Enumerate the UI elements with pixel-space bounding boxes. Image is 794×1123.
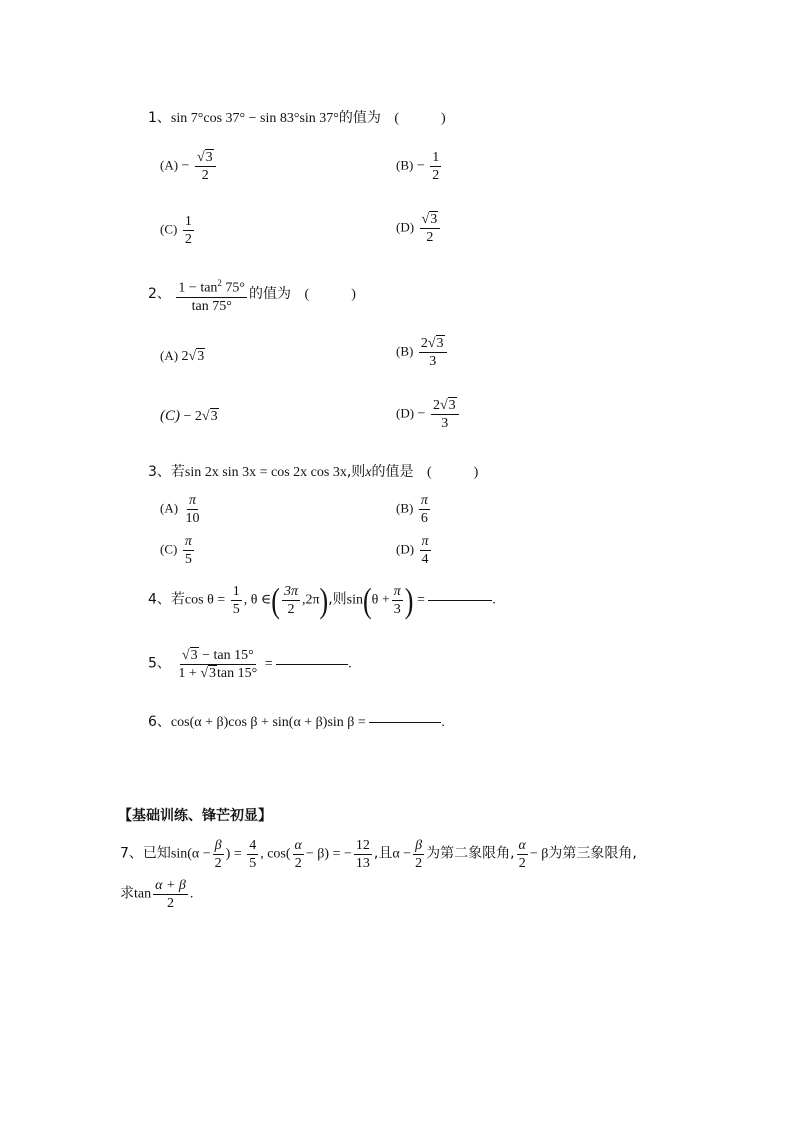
q1-answer-paren: ( ): [394, 111, 446, 126]
q1-b-label: (B): [396, 157, 414, 173]
q2-option-a: (A) 2√3: [160, 348, 205, 364]
q2-a-label: (A): [160, 348, 179, 363]
q3-suffix: 的值是: [371, 464, 414, 480]
q5-fraction: $\frac{√3 - \tan 15^\circ}{1 + √3\tan 15^\circ}$: [178, 648, 258, 681]
q4-after: ,2π: [301, 592, 320, 608]
q2-d-coef: 2: [432, 398, 440, 413]
question-5: [148, 648, 352, 681]
q2-d-label: (D): [396, 405, 415, 421]
q3-d-den: 4: [421, 552, 429, 567]
q3-option-d: [396, 534, 433, 567]
q4-f3-num: π: [393, 584, 401, 599]
q2-option-b: [396, 336, 449, 369]
q3-variable: x: [365, 465, 372, 480]
q3-b-num: π: [420, 493, 428, 508]
q2-c-label: (C): [160, 408, 180, 424]
q2-c-radicand: 3: [210, 409, 218, 424]
q4-close-paren: ): [319, 580, 329, 620]
q3-c-den: 5: [184, 552, 192, 567]
q4-fraction-2: [282, 584, 300, 617]
q4-f2-den: 2: [287, 602, 295, 617]
q4-open-paren: (: [271, 580, 280, 620]
q1-a-sign: −: [181, 158, 190, 174]
q4-end: .: [492, 592, 496, 608]
q2-b-label: (B): [396, 343, 414, 359]
q2-d-fraction: $\frac{2√3}{3}$: [431, 398, 459, 431]
q7-ask: 求: [120, 885, 134, 902]
q1-option-b: [396, 150, 443, 183]
q4-answer-blank[interactable]: [428, 600, 492, 601]
q2-b-coef: 2: [420, 336, 428, 351]
question-3: [148, 461, 478, 481]
q7-prefix: 7、已知: [120, 845, 171, 862]
q2-d-radicand: 3: [448, 398, 456, 413]
q7-sin: sin(α −: [170, 846, 211, 862]
section-heading: 【基础训练、锋芒初显】: [118, 808, 272, 824]
question-6: [148, 711, 445, 731]
q1-b-den: 2: [432, 168, 440, 183]
q7-fraction-2: [247, 838, 258, 871]
q7-fraction-3: [293, 838, 304, 871]
q1-c-label: (C): [160, 221, 178, 237]
q3-b-label: (B): [396, 500, 414, 516]
q3-b-fraction: [419, 493, 430, 526]
q3-a-fraction: [184, 493, 202, 526]
q1-d-den: 2: [426, 230, 434, 245]
q1-prefix: 1、: [148, 110, 171, 126]
q7-f4-num: 12: [355, 838, 370, 853]
q3-d-label: (D): [396, 541, 415, 557]
q2-b-den: 3: [429, 354, 437, 369]
q1-c-den: 2: [184, 232, 192, 247]
q5-eq: =: [264, 656, 273, 672]
q7-and: ,且: [373, 845, 393, 862]
q3-option-c: [160, 534, 196, 567]
q4-f3-den: 3: [393, 602, 401, 617]
q7-mid: − β) = −: [305, 846, 352, 862]
q3-a-den: 10: [185, 511, 200, 526]
q5-answer-blank[interactable]: [276, 664, 348, 665]
q1-d-radicand: 3: [430, 212, 438, 227]
q5-num-radicand: 3: [190, 648, 198, 663]
q2-fraction: [176, 276, 247, 314]
q7-f4-den: 13: [355, 856, 370, 871]
q3-d-fraction: [420, 534, 431, 567]
q1-a-fraction: $\frac{√3}{2}$: [195, 150, 216, 183]
q1-a-den: 2: [201, 168, 209, 183]
q1-option-d: [396, 212, 442, 245]
q3-prefix: 3、若: [148, 464, 185, 480]
q1-b-sign: −: [416, 158, 425, 174]
q7-minus-beta: − β: [529, 846, 549, 862]
q6-answer-blank[interactable]: [369, 722, 441, 723]
q4-then: ,则: [328, 591, 347, 608]
q2-num: 1 − tan: [178, 280, 218, 296]
q1-suffix: 的值为: [338, 110, 381, 126]
q7-eq1: ) =: [225, 846, 242, 862]
q3-answer-paren: ( ): [427, 465, 479, 480]
q7-f6-den: 2: [518, 856, 526, 871]
q7-fraction-5: [413, 838, 424, 871]
q4-theta-in: , θ ∈: [243, 592, 272, 608]
q7-quadrant-3: 为第三象限角,: [548, 845, 637, 862]
q7-fraction-6: [517, 838, 528, 871]
q4-f1-num: 1: [232, 584, 240, 599]
question-2: [148, 276, 356, 314]
q7-fraction-4: [354, 838, 372, 871]
q4-f1-den: 5: [232, 602, 240, 617]
q7-f1-num: β: [214, 838, 222, 853]
q7-quadrant-2: 为第二象限角,: [426, 845, 515, 862]
q7-f5-den: 2: [415, 856, 423, 871]
q7-f1-den: 2: [214, 856, 222, 871]
q2-answer-paren: ( ): [304, 287, 356, 303]
q7-f6-num: α: [518, 838, 526, 853]
q5-num-tail: − tan 15°: [198, 648, 254, 663]
q2-c-expr: − 2: [183, 409, 202, 424]
q6-expression: cos(α + β)cos β + sin(α + β)sin β =: [170, 715, 366, 730]
q6-prefix: 6、: [148, 714, 171, 730]
q7-f3-den: 2: [294, 856, 302, 871]
q2-num-exp: 2: [217, 278, 222, 288]
question-1: [148, 107, 446, 127]
q3-c-num: π: [184, 534, 192, 549]
q2-a-radicand: 3: [197, 349, 205, 364]
q7-f7-num: α + β: [155, 878, 186, 893]
q5-den-head: 1 +: [178, 666, 201, 681]
question-7: [120, 838, 637, 871]
q7-alpha-minus: α −: [392, 846, 412, 862]
q5-prefix: 5、: [148, 655, 171, 672]
q4-sin: sin: [346, 592, 363, 608]
q7-f2-den: 5: [249, 856, 257, 871]
q3-a-label: (A): [160, 500, 179, 516]
q1-d-fraction: $\frac{√3}{2}$: [420, 212, 441, 245]
q6-end: .: [441, 715, 445, 730]
q3-c-fraction: [183, 534, 194, 567]
q5-den-tail: tan 15°: [217, 666, 258, 681]
q2-option-c: (C) − 2√3: [160, 408, 218, 424]
q4-f2-num: 3π: [283, 584, 298, 599]
q4-close-paren-2: ): [404, 580, 414, 620]
q3-option-b: [396, 493, 432, 526]
q7-f5-num: β: [415, 838, 423, 853]
q2-suffix: 的值为: [249, 286, 292, 303]
question-7-line-2: [120, 878, 193, 911]
q4-fraction-3: [392, 584, 403, 617]
q3-expression: sin 2x sin 3x = cos 2x cos 3x: [184, 465, 347, 480]
q2-b-fraction: $\frac{2√3}{3}$: [419, 336, 447, 369]
q1-option-c: [160, 214, 196, 247]
q3-option-a: [160, 493, 204, 526]
q3-a-num: π: [189, 493, 197, 508]
q2-den: tan 75°: [191, 298, 232, 314]
q1-b-num: 1: [432, 150, 440, 165]
q4-open-paren-2: (: [363, 580, 372, 620]
q2-b-radicand: 3: [436, 336, 444, 351]
q3-mid: ,则: [346, 464, 366, 480]
q2-d-den: 3: [441, 416, 449, 431]
q1-d-label: (D): [396, 219, 415, 235]
q4-prefix: 4、若: [148, 591, 185, 608]
q1-c-num: 1: [184, 214, 192, 229]
q4-fraction-1: [231, 584, 242, 617]
q1-b-fraction: [430, 150, 441, 183]
q1-a-label: (A): [160, 157, 179, 173]
q1-expression: sin 7°cos 37° − sin 83°sin 37°: [170, 111, 339, 126]
q3-c-label: (C): [160, 541, 178, 557]
q7-cos: , cos(: [260, 846, 291, 862]
q3-b-den: 6: [420, 511, 428, 526]
q5-end: .: [348, 656, 352, 672]
q7-f3-num: α: [294, 838, 302, 853]
q2-d-sign: −: [417, 406, 426, 422]
q7-fraction-7: [153, 878, 188, 911]
question-4: [148, 580, 496, 620]
q2-option-d: [396, 398, 461, 431]
q3-d-num: π: [421, 534, 429, 549]
q7-f7-den: 2: [167, 896, 174, 911]
q2-a-coef: 2: [181, 349, 189, 364]
q7-tan: tan: [134, 886, 152, 902]
q4-theta-plus: θ +: [371, 592, 390, 608]
q1-a-radicand: 3: [205, 150, 213, 165]
q2-num-tail: 75°: [221, 280, 246, 296]
q1-option-a: [160, 150, 218, 183]
q2-prefix: 2、: [148, 286, 171, 303]
q1-c-fraction: [183, 214, 194, 247]
q4-cos: cos θ =: [184, 592, 226, 608]
q7-fraction-1: [213, 838, 224, 871]
q7-end: .: [189, 886, 194, 902]
q7-f2-num: 4: [249, 838, 257, 853]
q4-eq: =: [416, 592, 425, 608]
q5-den-radicand: 3: [209, 666, 217, 681]
